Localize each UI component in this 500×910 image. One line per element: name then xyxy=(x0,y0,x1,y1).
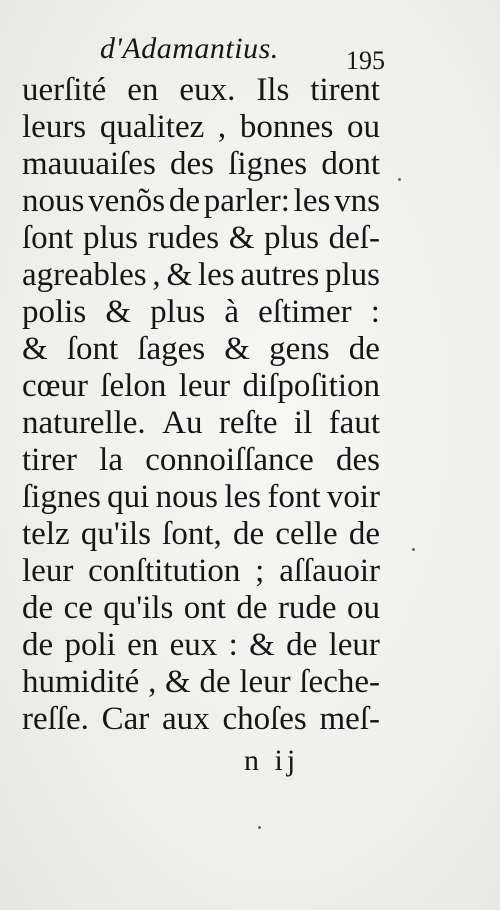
text-line xyxy=(22,183,380,220)
text-line xyxy=(22,479,380,516)
word: ou xyxy=(346,590,380,626)
word: ce xyxy=(63,590,93,626)
text-line xyxy=(22,405,380,442)
word: & xyxy=(22,331,48,367)
text-line xyxy=(22,590,380,627)
word: aſſauoir xyxy=(279,553,380,589)
word: qualitez xyxy=(99,109,205,145)
text-line xyxy=(22,516,380,553)
word: de xyxy=(348,331,380,367)
text-line xyxy=(22,220,380,257)
word: choſes xyxy=(222,701,307,737)
text-line xyxy=(22,331,380,368)
word: eux. xyxy=(179,72,236,108)
page-number: 195 xyxy=(346,46,385,75)
text-line xyxy=(22,442,380,479)
word: faut xyxy=(328,405,380,441)
word: ſignes xyxy=(228,146,308,182)
word: de xyxy=(199,664,231,700)
word: venõs xyxy=(88,183,166,219)
word: gens xyxy=(269,331,330,367)
word: : xyxy=(228,627,238,663)
word: leur xyxy=(239,664,291,700)
word: ſont xyxy=(22,220,74,256)
word: à xyxy=(224,294,239,330)
word: ; xyxy=(255,553,265,589)
word: de xyxy=(168,183,201,219)
ink-speck xyxy=(398,178,401,181)
word: ou xyxy=(346,109,380,145)
word: leur xyxy=(328,627,380,663)
word: conſtitution xyxy=(88,553,241,589)
word: , xyxy=(148,664,157,700)
word: aux xyxy=(162,701,210,737)
word: telz xyxy=(22,516,70,552)
word: de xyxy=(22,590,54,626)
word: rudes xyxy=(147,220,220,256)
word: voir xyxy=(326,479,380,515)
word: polis xyxy=(22,294,87,330)
text-line xyxy=(22,701,380,738)
word: humidité xyxy=(22,664,140,700)
word: en xyxy=(127,72,159,108)
signature-mark: n ij xyxy=(244,744,300,777)
word: connoiſſance xyxy=(145,442,314,478)
word: font xyxy=(267,479,321,515)
text-line xyxy=(22,146,380,183)
word: eux xyxy=(169,627,218,663)
word: autres xyxy=(240,257,320,293)
ink-speck xyxy=(258,826,261,829)
text-line xyxy=(22,72,380,109)
word: : xyxy=(370,294,380,330)
word: diſpoſition xyxy=(242,368,380,404)
text-line xyxy=(22,553,380,590)
word: de xyxy=(232,516,265,552)
word: Ils xyxy=(256,72,290,108)
word: eſtimer xyxy=(258,294,352,330)
text-line xyxy=(22,109,380,146)
word: deſ- xyxy=(328,220,380,256)
word: les xyxy=(197,257,235,293)
word: ſont xyxy=(66,331,119,367)
text-line xyxy=(22,294,380,331)
word: uerſité xyxy=(22,72,107,108)
word: plus xyxy=(150,294,206,330)
ink-speck xyxy=(412,548,415,551)
word: & xyxy=(228,220,255,256)
word: la xyxy=(99,442,123,478)
word: parler: xyxy=(203,183,290,219)
word: ſignes xyxy=(22,479,101,515)
word: dont xyxy=(321,146,380,182)
word: & xyxy=(105,294,132,330)
word: meſ- xyxy=(319,701,380,737)
word: vns xyxy=(334,183,380,219)
word: & xyxy=(165,664,191,700)
word: naturelle. xyxy=(22,405,146,441)
word: nous xyxy=(155,479,218,515)
word: plus xyxy=(324,257,380,293)
word: les xyxy=(293,183,331,219)
word: nous xyxy=(22,183,85,219)
text-line xyxy=(22,368,380,405)
word: reſſe. xyxy=(22,701,89,737)
word: bonnes xyxy=(239,109,334,145)
text-line xyxy=(22,257,380,294)
word: ſont, xyxy=(162,516,222,552)
word: Au xyxy=(162,405,203,441)
word: leur xyxy=(178,368,231,404)
word: en xyxy=(127,627,159,663)
word: les xyxy=(224,479,261,515)
word: plus xyxy=(82,220,138,256)
word: Car xyxy=(101,701,150,737)
word: & xyxy=(224,331,250,367)
word: leurs xyxy=(22,109,87,145)
word: celle xyxy=(275,516,338,552)
word: de xyxy=(348,516,380,552)
word: de xyxy=(236,590,268,626)
text-line xyxy=(22,627,380,664)
word: il xyxy=(293,405,313,441)
word: & xyxy=(249,627,275,663)
word: qu'ils xyxy=(80,516,151,552)
word: , xyxy=(217,109,227,145)
word: ſeche- xyxy=(299,664,380,700)
word: qui xyxy=(107,479,150,515)
word: tirer xyxy=(22,442,77,478)
word: des xyxy=(170,146,215,182)
word: rude xyxy=(277,590,337,626)
word: & xyxy=(166,257,193,293)
word: de xyxy=(22,627,54,663)
word: tirent xyxy=(310,72,380,108)
word: agreables xyxy=(22,257,147,293)
word: cœur xyxy=(22,368,88,404)
word: , xyxy=(152,257,161,293)
word: des xyxy=(336,442,380,478)
body-text xyxy=(22,72,380,738)
word: ſages xyxy=(137,331,206,367)
word: leur xyxy=(22,553,74,589)
word: poli xyxy=(64,627,116,663)
word: reſte xyxy=(218,405,278,441)
word: ſelon xyxy=(100,368,167,404)
word: qu'ils xyxy=(103,590,174,626)
word: plus xyxy=(264,220,320,256)
text-line xyxy=(22,664,380,701)
word: de xyxy=(286,627,318,663)
word: mauuaiſes xyxy=(22,146,156,182)
running-title: d'Adamantius. xyxy=(100,32,279,65)
word: ont xyxy=(183,590,226,626)
